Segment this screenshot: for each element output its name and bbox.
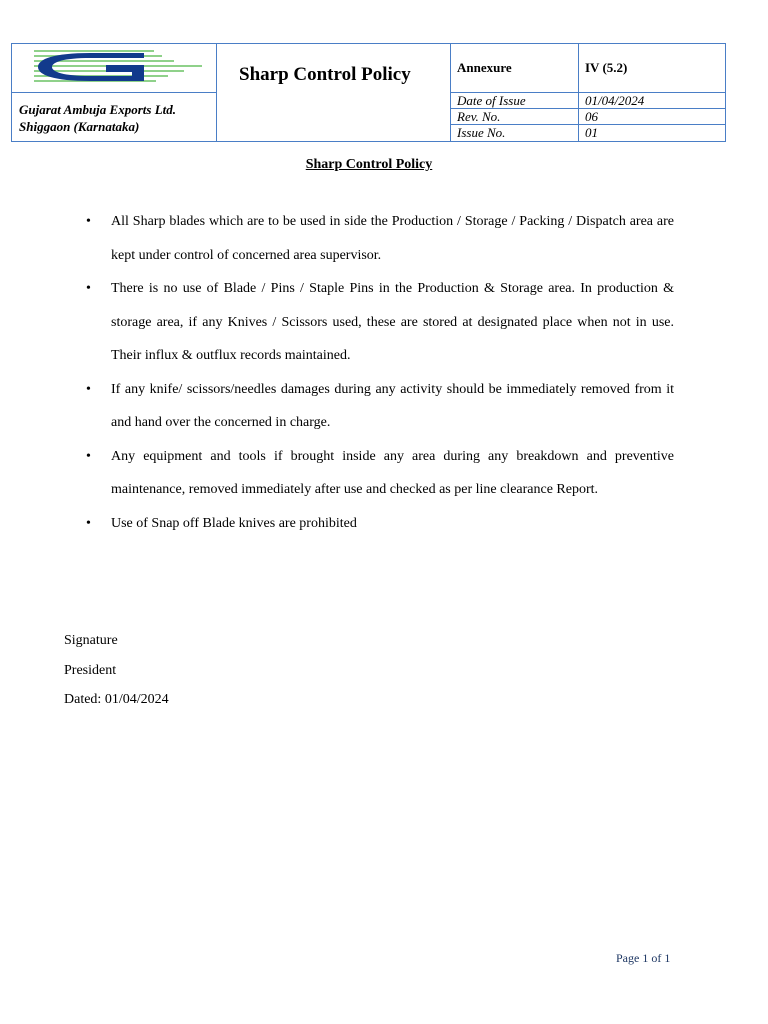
policy-title: Sharp Control Policy [239,64,411,85]
date-of-issue-value: 01/04/2024 [585,93,645,108]
document-header [11,43,726,142]
annexure-label: Annexure [457,60,512,75]
rev-no-value: 06 [585,109,598,124]
list-item-text: Use of Snap off Blade knives are prohibited [111,515,357,531]
list-item [0,440,674,507]
issue-no-value-cell [579,125,725,141]
list-item [0,205,674,272]
issue-no-label: Issue No. [457,125,506,140]
bullet-icon: • [86,515,91,531]
signature-date: Dated: 01/04/2024 [64,692,169,707]
list-item [0,507,674,541]
page-number: Page 1 of 1 [616,951,671,965]
annexure-value: IV (5.2) [585,60,628,75]
company-cell [12,93,217,141]
company-name: Gujarat Ambuja Exports Ltd. [19,102,176,117]
issue-no-label-cell [451,125,579,141]
list-item-text: There is no use of Blade / Pins / Staple Pins in the Production & Storage area. In production & storage area, if any Knives / Scissors used, these are stored at designated place when not in use. Their influx & outflux records maintained. [111,281,674,363]
company-logo-icon [34,48,204,86]
date-of-issue-label-cell [451,93,579,109]
policy-list [0,205,674,540]
list-item-text: If any knife/ scissors/needles damages during any activity should be immediately removed from it and hand over the concerned in charge. [111,381,674,430]
list-item [0,272,674,373]
bullet-icon: • [86,281,91,296]
logo-cell [12,44,217,93]
date-of-issue-label: Date of Issue [457,93,526,108]
annexure-value-cell [579,44,725,93]
rev-no-label-cell [451,109,579,125]
document-title: Sharp Control Policy [305,157,433,172]
list-item-text: Any equipment and tools if brought inside any area during any breakdown and preventive maintenance, removed immediately after use and checked as per line clearance Report. [111,448,674,497]
signature-label: Signature [64,633,118,648]
rev-no-value-cell [579,109,725,125]
bullet-icon: • [86,214,91,229]
list-item [0,373,674,440]
policy-title-cell [217,44,451,141]
rev-no-label: Rev. No. [457,109,501,124]
company-location: Shiggaon (Karnataka) [19,119,140,134]
signature-designation: President [64,663,117,678]
bullet-icon: • [86,448,91,464]
issue-no-value: 01 [585,125,598,140]
annexure-label-cell [451,44,579,93]
date-of-issue-value-cell [579,93,725,109]
list-item-text: All Sharp blades which are to be used in side the Production / Storage / Packing / Dispatch area are kept under control of concerned area supervisor. [111,214,674,263]
bullet-icon: • [86,381,91,397]
